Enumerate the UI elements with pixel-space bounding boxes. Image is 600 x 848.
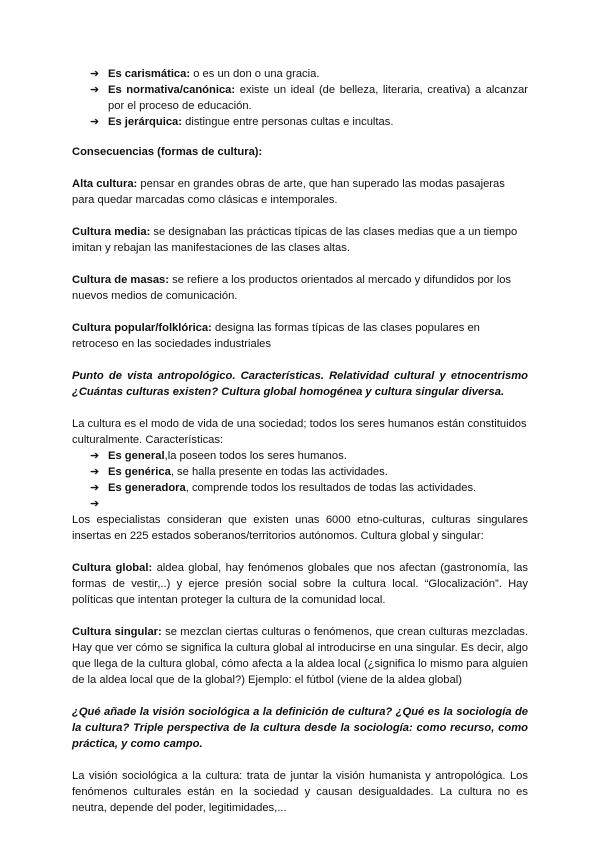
document-content (72, 66, 528, 816)
arrow-bullet-icon: ➔ (90, 84, 100, 96)
especialistas-paragraph: Los especialistas consideran que existen unas 6000 etno-culturas, culturas singulares insertas en 225 estados soberanos/territorios autónomos. Cultura global y singular: (72, 514, 528, 542)
antropologico-paragraph: La cultura es el modo de vida de una sociedad; todos los seres humanos están constituidos culturalmente. Características: (72, 418, 527, 446)
cultura-global-paragraph: Cultura global: aldea global, hay fenómenos globales que nos afectan (gastronomía, las formas de vestir,..) y ejerce presión social sobre la cultura local. “Glocalización”. Hay políticas que intentan proteger la cultura de la comunidad local. (72, 562, 528, 606)
list-item: ➔ Es carismática: o es un don o una gracia. (90, 68, 320, 80)
list-item: ➔ Es jerárquica: distingue entre personas cultas e incultas. (90, 116, 394, 128)
list-item: ➔ Es generadora, comprende todos los resultados de todas las actividades. (90, 482, 477, 494)
sociologica-paragraph: La visión sociológica a la cultura: trata de juntar la visión humanista y antropológica. Los fenómenos culturales están en la sociedad y causan desigualdades. La cultura no es neutra, depende del poder, legitimidades,... (72, 770, 528, 814)
cultura-media-paragraph: Cultura media: se designaban las prácticas típicas de las clases medias que a un tiempo imitan y rebajan las manifestaciones de las clases altas. (72, 226, 518, 254)
arrow-bullet-icon: ➔ (90, 68, 100, 80)
cultura-singular-paragraph: Cultura singular: se mezclan ciertas culturas o fenómenos, que crean culturas mezcladas. Hay que ver cómo se significa la cultura global al introducirse en una singular. Es decir, algo que llega de la cultura global, cómo afecta a la aldea local (¿significa lo mismo para alguien de la aldea local que de la global?) Ejemplo: el fútbol (viene de la aldea global) (72, 626, 528, 686)
arrow-bullet-icon: ➔ (90, 498, 100, 510)
list-item: ➔ Es genérica, se halla presente en todas las actividades. (90, 466, 388, 478)
sociologica-heading: ¿Qué añade la visión sociológica a la definición de cultura? ¿Qué es la sociología de la cultura? Triple perspectiva de la cultura desde la sociología: como recurso, como práctica, y como campo. (72, 706, 528, 750)
cultura-popular-paragraph: Cultura popular/folklórica: designa las formas típicas de las clases populares en retroceso en las sociedades industriales (72, 322, 480, 350)
arrow-bullet-icon: ➔ (90, 482, 100, 494)
arrow-bullet-icon: ➔ (90, 466, 100, 478)
consecuencias-heading: Consecuencias (formas de cultura): (72, 146, 263, 158)
characteristics-list-anthropological (72, 448, 528, 512)
arrow-bullet-icon: ➔ (90, 116, 100, 128)
list-item: ➔ Es normativa/canónica: existe un ideal (de belleza, literaria, creativa) a alcanzar por el proceso de educación. (90, 84, 529, 112)
arrow-bullet-icon: ➔ (90, 450, 100, 462)
cultura-masas-paragraph: Cultura de masas: se refiere a los productos orientados al mercado y difundidos por los nuevos medios de comunicación. (72, 274, 512, 302)
characteristics-list-humanist (72, 66, 528, 130)
list-item: ➔ Es general,la poseen todos los seres humanos. (90, 450, 347, 462)
alta-cultura-paragraph: Alta cultura: pensar en grandes obras de arte, que han superado las modas pasajeras para quedar marcadas como clásicas e intemporales. (72, 178, 505, 206)
antropologico-heading: Punto de vista antropológico. Características. Relatividad cultural y etnocentrismo ¿Cuántas culturas existen? Cultura global homogénea y cultura singular diversa. (72, 370, 528, 398)
list-item-empty (72, 496, 528, 512)
